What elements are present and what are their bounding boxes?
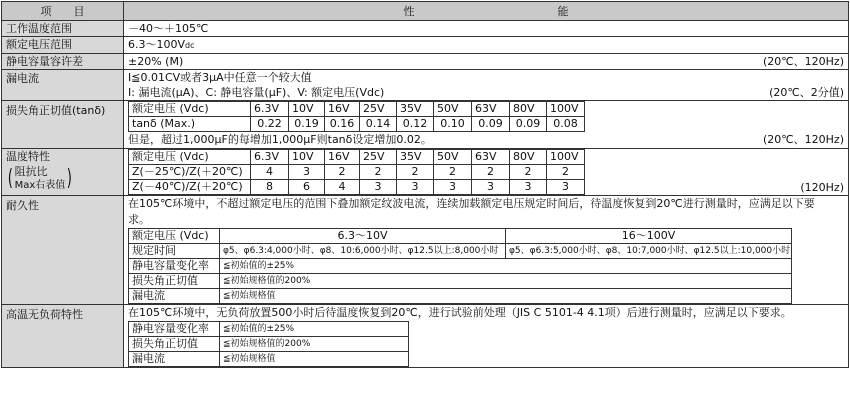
tan-v-6: 63V [472, 102, 510, 117]
shelf-tan-value: ≦初始规格值的200% [220, 337, 409, 352]
durability-head-label: 额定电压 (Vdc) [129, 229, 220, 244]
tan-delta-note: 但是，超过1,000μF的每增加1,000μF则tanδ设定增加0.02。 [128, 133, 432, 146]
temp-char-row2 [129, 180, 585, 195]
label-temp-char [2, 149, 124, 196]
tan-val-1: 0.19 [289, 117, 325, 132]
tan-delta-value-row [129, 117, 585, 132]
value-cap-tolerance [124, 54, 849, 70]
tc-r1-2: 2 [325, 165, 360, 180]
temp-char-row2-label: Z(－40℃)/Z(＋20℃) [129, 180, 251, 195]
durability-text: 在105℃环境中，不超过额定电压的范围下叠加额定纹波电流，连续加载额定电压规定时间后，待温度恢复到20℃进行测量时，应满足以下要求。 [128, 197, 815, 226]
durability-time2: φ5、φ6.3:5,000小时、φ8、10:7,000小时、φ12.5以上:10,000小时 [506, 244, 792, 259]
shelf-cap-row [129, 322, 409, 337]
tan-delta-table [128, 101, 585, 132]
tan-delta-head-row [129, 102, 585, 117]
label-durability: 耐久性 [2, 196, 124, 305]
temp-char-max-label: Max右表值 [14, 180, 66, 191]
tc-v-4: 35V [397, 150, 434, 165]
leakage-line1: I≦0.01CV或者3μA中任意一个较大值 [128, 71, 312, 84]
label-shelf: 高温无负荷特性 [2, 305, 124, 368]
temp-char-table [128, 149, 585, 195]
tan-v-7: 80V [510, 102, 547, 117]
tc-r2-8: 3 [547, 180, 585, 195]
shelf-text: 在105℃环境中，无负荷放置500小时后待温度恢复到20℃，进行试验前处理（JIS C 5101-4 4.1项）后进行测量时，应满足以下要求。 [128, 306, 792, 319]
temp-char-head-label: 额定电压 (Vdc) [129, 150, 251, 165]
label-cap-tolerance: 静电容量容许差 [2, 54, 124, 70]
paren-right-icon: ) [67, 166, 73, 191]
tan-val-5: 0.10 [434, 117, 472, 132]
tc-v-7: 80V [510, 150, 547, 165]
tc-r2-5: 3 [434, 180, 472, 195]
tc-r2-1: 6 [289, 180, 325, 195]
tan-val-0: 0.22 [251, 117, 289, 132]
temp-char-cond: (120Hz) [800, 181, 844, 194]
tc-v-8: 100V [547, 150, 585, 165]
durability-cap-value: ≦初始值的±25% [220, 259, 792, 274]
value-durability [124, 196, 849, 305]
tc-r1-8: 2 [547, 165, 585, 180]
tan-v-5: 50V [434, 102, 472, 117]
temp-char-row1 [129, 165, 585, 180]
header-item: 项 目 [2, 2, 124, 21]
shelf-table [128, 321, 409, 367]
tc-r1-5: 2 [434, 165, 472, 180]
tc-v-1: 10V [289, 150, 325, 165]
voltage-range-text: 6.3～100V [128, 38, 186, 51]
temp-char-title: 温度特性 [6, 150, 50, 163]
tc-v-0: 6.3V [251, 150, 289, 165]
value-shelf [124, 305, 849, 368]
tc-v-2: 16V [325, 150, 360, 165]
tan-val-8: 0.08 [547, 117, 585, 132]
shelf-tan-label: 损失角正切值 [129, 337, 220, 352]
tan-val-6: 0.09 [472, 117, 510, 132]
tc-r2-6: 3 [472, 180, 510, 195]
label-voltage-range: 额定电压范围 [2, 37, 124, 54]
durability-tan-row [129, 274, 792, 289]
tc-r1-3: 2 [360, 165, 397, 180]
temp-char-row1-label: Z(－25℃)/Z(＋20℃) [129, 165, 251, 180]
durability-col1-head: 6.3～10V [220, 229, 506, 244]
tan-delta-head-label: 额定电压 (Vdc) [129, 102, 251, 117]
tan-val-4: 0.12 [397, 117, 434, 132]
leakage-line2: I: 漏电流(μA)、C: 静电容量(μF)、V: 额定电压(Vdc) [128, 86, 385, 99]
durability-tan-label: 损失角正切值 [129, 274, 220, 289]
tan-v-3: 25V [360, 102, 397, 117]
value-tan-delta [124, 101, 849, 149]
tc-r2-0: 8 [251, 180, 289, 195]
tan-v-4: 35V [397, 102, 434, 117]
shelf-cap-label: 静电容量变化率 [129, 322, 220, 337]
durability-head-row [129, 229, 792, 244]
shelf-cap-value: ≦初始值的±25% [220, 322, 409, 337]
tan-delta-cond: (20℃、120Hz) [763, 133, 844, 146]
label-tan-delta: 损失角正切值(tanδ) [2, 101, 124, 149]
tc-v-5: 50V [434, 150, 472, 165]
value-voltage-range [124, 37, 849, 54]
durability-cap-row [129, 259, 792, 274]
paren-left-icon: ( [7, 166, 13, 191]
durability-table [128, 228, 792, 304]
tc-r1-0: 4 [251, 165, 289, 180]
header-performance: 性 能 [124, 2, 849, 21]
tan-v-2: 16V [325, 102, 360, 117]
durability-col2-head: 16～100V [506, 229, 792, 244]
tan-v-8: 100V [547, 102, 585, 117]
shelf-leak-row [129, 352, 409, 367]
value-temp-char [124, 149, 849, 196]
tc-r2-3: 3 [360, 180, 397, 195]
durability-cap-label: 静电容量变化率 [129, 259, 220, 274]
durability-leak-label: 漏电流 [129, 289, 220, 304]
shelf-leak-label: 漏电流 [129, 352, 220, 367]
durability-time1: φ5、φ6.3:4,000小时、φ8、10:6,000小时、φ12.5以上:8,000小时 [220, 244, 506, 259]
tc-r1-4: 2 [397, 165, 434, 180]
durability-leak-row [129, 289, 792, 304]
leakage-cond: (20℃、2分值) [769, 86, 844, 99]
spec-table [1, 1, 849, 368]
durability-tan-value: ≦初始规格值的200% [220, 274, 792, 289]
temp-char-sub [6, 164, 119, 194]
tan-val-3: 0.14 [360, 117, 397, 132]
durability-leak-value: ≦初始规格值 [220, 289, 792, 304]
shelf-tan-row [129, 337, 409, 352]
label-temp-range: 工作温度范围 [2, 21, 124, 37]
label-leakage: 漏电流 [2, 70, 124, 101]
durability-time-label: 规定时间 [129, 244, 220, 259]
temp-char-head-row [129, 150, 585, 165]
tc-r1-7: 2 [510, 165, 547, 180]
durability-time-row [129, 244, 792, 259]
tc-r1-6: 2 [472, 165, 510, 180]
tan-v-1: 10V [289, 102, 325, 117]
tan-val-2: 0.16 [325, 117, 360, 132]
tc-r2-4: 3 [397, 180, 434, 195]
tc-r2-7: 3 [510, 180, 547, 195]
tc-v-3: 25V [360, 150, 397, 165]
cap-tolerance-text: ±20% (M) [128, 55, 184, 68]
voltage-range-unit: dc [185, 41, 195, 50]
tc-r2-2: 4 [325, 180, 360, 195]
temp-char-impedance-label: 阻抗比 [14, 165, 48, 178]
tan-delta-row-label: tanδ (Max.) [129, 117, 251, 132]
tan-v-0: 6.3V [251, 102, 289, 117]
tan-val-7: 0.09 [510, 117, 547, 132]
tc-r1-1: 3 [289, 165, 325, 180]
value-temp-range: －40～＋105℃ [124, 21, 849, 37]
cap-tolerance-cond: (20℃、120Hz) [763, 55, 844, 68]
shelf-leak-value: ≦初始规格值 [220, 352, 409, 367]
value-leakage [124, 70, 849, 101]
tc-v-6: 63V [472, 150, 510, 165]
